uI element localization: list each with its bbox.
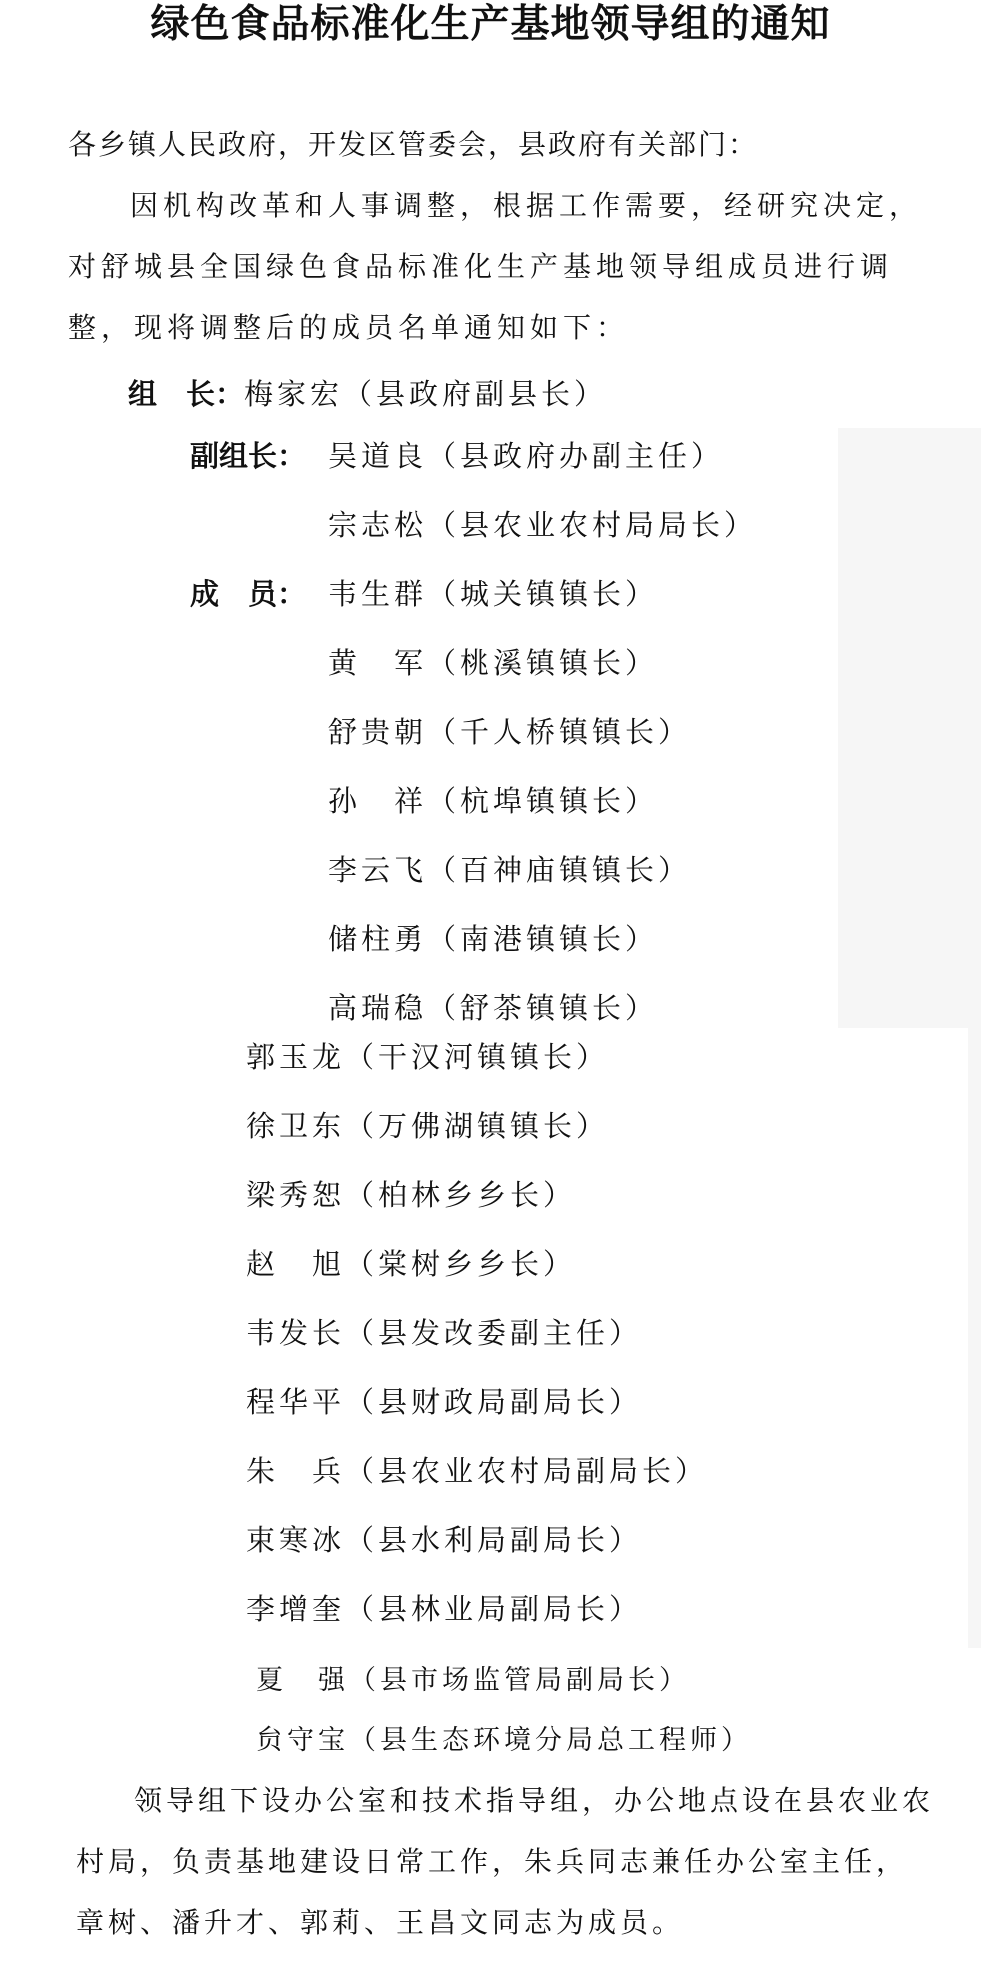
intro-paragraph: 因机构改革和人事调整，根据工作需要，经研究决定，对舒城县全国绿色食品标准化生产基地领导组成员进行调整，现将调整后的成员名单通知如下： <box>68 189 923 344</box>
member-row <box>246 1311 642 1352</box>
leader-name: 梅家宏 <box>244 377 344 411</box>
member-name: 高瑞稳 <box>328 991 428 1025</box>
closing-paragraph: 领导组下设办公室和技术指导组，办公地点设在县农业农村局，负责基地建设日常工作，朱兵同志兼任办公室主任，章树、潘升才、郭莉、王昌文同志为成员。 <box>76 1784 935 1939</box>
scan-shade-block <box>838 428 981 1028</box>
deputy-role-label: 副组长： <box>190 439 307 473</box>
deputy-name: 吴道良 <box>328 439 428 473</box>
members-role-label: 成 员： <box>190 577 307 611</box>
member-title: （杭埠镇镇长） <box>427 784 659 818</box>
member-name: 储柱勇 <box>328 922 428 956</box>
member-row <box>246 1587 642 1628</box>
deputy-row-2 <box>328 503 757 544</box>
member-title: （桃溪镇镇长） <box>427 646 659 680</box>
member-row <box>246 1518 642 1559</box>
deputy-title: （县政府办副主任） <box>427 439 725 473</box>
member-row <box>246 1035 609 1076</box>
member-title: （县发改委副主任） <box>345 1316 643 1350</box>
document-title: 绿色食品标准化生产基地领导组的通知 <box>150 2 831 47</box>
member-name: 朱 兵 <box>246 1454 346 1488</box>
member-title: （百神庙镇镇长） <box>427 853 692 887</box>
member-title: （千人桥镇镇长） <box>427 715 692 749</box>
member-row <box>246 1380 642 1421</box>
member-title: （城关镇镇长） <box>427 577 659 611</box>
member-name: 黄 军 <box>328 646 428 680</box>
member-row <box>328 848 691 889</box>
member-title: （县水利局副局长） <box>345 1523 643 1557</box>
member-name: 李增奎 <box>246 1592 346 1626</box>
member-name: 束寒冰 <box>246 1523 346 1557</box>
member-title: （柏林乡乡长） <box>345 1178 577 1212</box>
member-row <box>256 1658 690 1697</box>
member-name: 孙 祥 <box>328 784 428 818</box>
member-name: 李云飞 <box>328 853 428 887</box>
deputy-name: 宗志松 <box>328 508 428 542</box>
member-name: 舒贵朝 <box>328 715 428 749</box>
member-title: （干汉河镇镇长） <box>345 1040 610 1074</box>
member-title: （县财政局副局长） <box>345 1385 643 1419</box>
deputy-title: （县农业农村局局长） <box>427 508 758 542</box>
leader-title: （县政府副县长） <box>343 377 608 411</box>
member-name: 程华平 <box>246 1385 346 1419</box>
member-title: （南港镇镇长） <box>427 922 659 956</box>
member-row <box>256 1718 752 1757</box>
member-name: 贠守宝 <box>256 1725 349 1756</box>
member-name: 徐卫东 <box>246 1109 346 1143</box>
member-title: （万佛湖镇镇长） <box>345 1109 610 1143</box>
member-row <box>246 1104 609 1145</box>
scan-shade-strip <box>968 1028 981 1648</box>
leader-role-label: 组 长： <box>128 377 245 411</box>
member-title: （棠树乡乡长） <box>345 1247 577 1281</box>
salutation: 各乡镇人民政府，开发区管委会，县政府有关部门： <box>68 128 759 161</box>
member-row <box>328 986 658 1027</box>
member-name: 梁秀恕 <box>246 1178 346 1212</box>
member-name: 韦生群 <box>328 577 428 611</box>
member-row <box>328 710 691 751</box>
member-row <box>190 572 658 613</box>
member-row <box>246 1449 708 1490</box>
member-name: 郭玉龙 <box>246 1040 346 1074</box>
member-title: （县农业农村局副局长） <box>345 1454 709 1488</box>
member-name: 夏 强 <box>256 1665 349 1696</box>
deputy-row-1 <box>190 434 724 475</box>
member-title: （县林业局副局长） <box>345 1592 643 1626</box>
member-title: （县市场监管局副局长） <box>349 1665 690 1696</box>
member-row <box>328 917 658 958</box>
member-row <box>328 779 658 820</box>
member-name: 赵 旭 <box>246 1247 346 1281</box>
member-row <box>246 1173 576 1214</box>
leader-row <box>128 372 607 413</box>
member-row <box>328 641 658 682</box>
member-title: （县生态环境分局总工程师） <box>349 1725 752 1756</box>
member-row <box>246 1242 576 1283</box>
member-name: 韦发长 <box>246 1316 346 1350</box>
member-title: （舒茶镇镇长） <box>427 991 659 1025</box>
